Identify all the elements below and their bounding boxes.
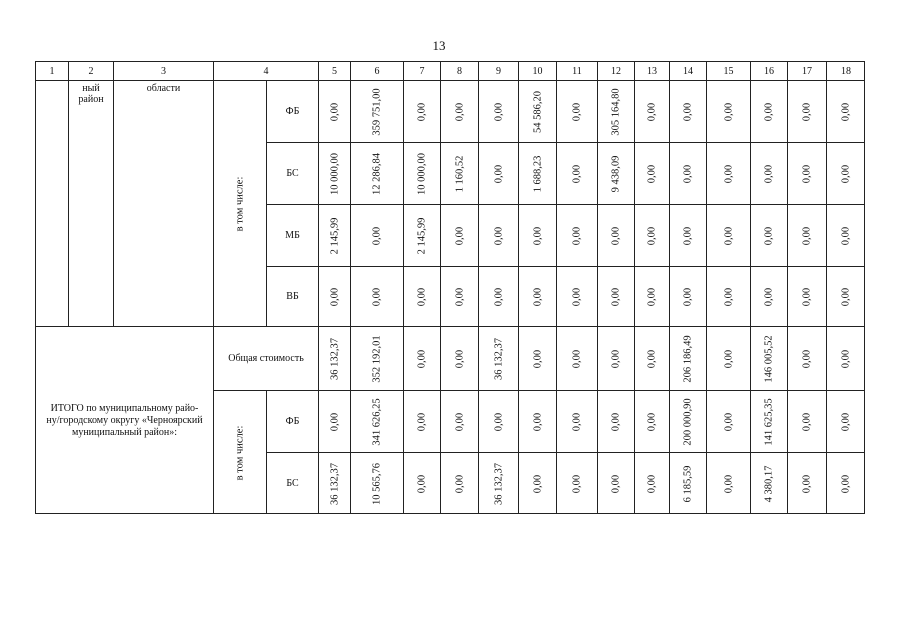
value-text: 352 192,01 <box>371 334 383 383</box>
value-cell <box>787 266 826 326</box>
value-cell <box>518 326 556 390</box>
value-cell <box>556 390 597 452</box>
value-cell <box>518 452 556 514</box>
value-cell <box>318 452 350 514</box>
value-cell <box>669 326 706 390</box>
value-cell <box>787 80 826 142</box>
column-number-header: 15 <box>706 61 750 80</box>
funding-source-cell: ВБ <box>266 266 318 326</box>
value-cell <box>634 326 669 390</box>
value-text: 0,00 <box>610 287 622 306</box>
value-text: 146 005,52 <box>763 334 775 383</box>
funding-source-cell: ФБ <box>266 390 318 452</box>
value-cell <box>318 390 350 452</box>
value-text: 0,00 <box>329 102 340 121</box>
value-text: 6 185,59 <box>682 465 694 502</box>
value-cell <box>597 452 634 514</box>
value-text: 0,00 <box>329 412 340 431</box>
value-cell <box>597 266 634 326</box>
value-text: 12 286,84 <box>371 152 383 195</box>
value-cell <box>318 80 350 142</box>
column-3-text: области <box>146 83 181 94</box>
value-cell <box>669 266 706 326</box>
value-cell <box>750 326 787 390</box>
value-cell <box>440 390 478 452</box>
value-text: 4 380,17 <box>763 465 775 502</box>
value-text: 0,00 <box>532 226 543 245</box>
value-text: 0,00 <box>840 349 852 368</box>
value-cell <box>634 452 669 514</box>
value-cell <box>478 452 518 514</box>
value-text: 0,00 <box>493 164 504 183</box>
value-cell <box>518 266 556 326</box>
value-text: 141 625,35 <box>763 397 775 446</box>
value-cell <box>403 204 440 266</box>
value-text: 359 751,00 <box>371 87 383 136</box>
value-text: 0,00 <box>532 474 543 493</box>
value-cell <box>706 204 750 266</box>
column-number-header: 14 <box>669 61 706 80</box>
value-cell <box>556 142 597 204</box>
column-number-header: 3 <box>113 61 213 80</box>
value-cell <box>350 80 403 142</box>
value-text: 0,00 <box>454 474 465 493</box>
value-cell <box>750 266 787 326</box>
value-cell <box>556 80 597 142</box>
value-text: 0,00 <box>763 287 775 306</box>
column-number-header: 7 <box>403 61 440 80</box>
value-cell <box>403 452 440 514</box>
value-text: 0,00 <box>646 102 658 121</box>
value-cell <box>318 266 350 326</box>
value-cell <box>750 80 787 142</box>
value-text: 0,00 <box>571 226 583 245</box>
value-cell <box>826 326 865 390</box>
column-number-header: 2 <box>68 61 113 80</box>
total-label-cell: ИТОГО по муниципальному райо- ну/городскому округу «Черноярский муниципальный район»: <box>35 326 213 514</box>
value-text: 0,00 <box>371 287 383 306</box>
value-cell <box>787 326 826 390</box>
value-text: 0,00 <box>532 287 543 306</box>
value-text: 0,00 <box>454 412 465 431</box>
value-cell <box>556 204 597 266</box>
value-text: 0,00 <box>840 287 852 306</box>
column-number-header: 1 <box>35 61 68 80</box>
funding-source-cell: МБ <box>266 204 318 266</box>
value-cell <box>403 390 440 452</box>
value-cell <box>706 452 750 514</box>
value-text: 0,00 <box>646 474 658 493</box>
value-text: 0,00 <box>682 102 694 121</box>
value-cell <box>518 142 556 204</box>
value-cell <box>478 142 518 204</box>
value-text: 0,00 <box>723 474 734 493</box>
value-cell <box>440 266 478 326</box>
value-text: 9 438,09 <box>610 155 622 192</box>
value-cell <box>706 142 750 204</box>
column-number-header: 12 <box>597 61 634 80</box>
value-cell <box>669 452 706 514</box>
value-cell <box>350 390 403 452</box>
value-cell <box>556 452 597 514</box>
value-text: 0,00 <box>454 226 465 245</box>
value-text: 0,00 <box>454 102 465 121</box>
value-text: 0,00 <box>610 226 622 245</box>
value-cell <box>826 452 865 514</box>
value-cell <box>350 142 403 204</box>
value-text: 0,00 <box>723 287 734 306</box>
value-text: 0,00 <box>801 349 813 368</box>
value-text: 0,00 <box>371 226 383 245</box>
value-cell <box>706 266 750 326</box>
value-text: 0,00 <box>571 412 583 431</box>
value-text: 0,00 <box>610 349 622 368</box>
value-text: 0,00 <box>610 412 622 431</box>
value-text: 0,00 <box>416 349 428 368</box>
value-text: 0,00 <box>840 412 852 431</box>
value-text: 2 145,99 <box>329 217 340 254</box>
value-cell <box>787 204 826 266</box>
value-cell <box>478 204 518 266</box>
value-cell <box>826 80 865 142</box>
value-cell <box>597 204 634 266</box>
value-cell <box>634 142 669 204</box>
value-text: 0,00 <box>493 102 504 121</box>
value-text: 54 586,20 <box>532 90 543 133</box>
value-text: 0,00 <box>801 102 813 121</box>
value-cell <box>478 390 518 452</box>
value-text: 0,00 <box>571 349 583 368</box>
value-text: 0,00 <box>723 102 734 121</box>
value-cell <box>440 452 478 514</box>
value-text: 0,00 <box>840 102 852 121</box>
total-cost-label: Общая стоимость <box>213 326 318 390</box>
value-text: 0,00 <box>763 226 775 245</box>
value-cell <box>750 142 787 204</box>
funding-source-cell: БС <box>266 142 318 204</box>
column-number-header: 8 <box>440 61 478 80</box>
value-text: 0,00 <box>646 226 658 245</box>
value-text: 0,00 <box>493 287 504 306</box>
column-number-header: 13 <box>634 61 669 80</box>
value-cell <box>669 80 706 142</box>
value-text: 0,00 <box>454 349 465 368</box>
value-cell <box>826 390 865 452</box>
value-text: 0,00 <box>454 287 465 306</box>
in-that-number-label: в том числе: <box>234 425 246 480</box>
value-text: 0,00 <box>493 412 504 431</box>
value-cell <box>750 452 787 514</box>
value-cell <box>440 326 478 390</box>
value-text: 0,00 <box>763 164 775 183</box>
value-text: 0,00 <box>723 226 734 245</box>
value-cell <box>597 80 634 142</box>
value-text: 0,00 <box>646 349 658 368</box>
value-cell <box>350 266 403 326</box>
page-number: 13 <box>432 38 446 53</box>
value-cell <box>750 390 787 452</box>
value-cell <box>518 80 556 142</box>
value-text: 0,00 <box>682 287 694 306</box>
value-text: 341 626,25 <box>371 397 383 446</box>
value-cell <box>669 390 706 452</box>
funding-source-cell: БС <box>266 452 318 514</box>
in-that-number-label: в том числе: <box>234 176 246 231</box>
value-cell <box>706 390 750 452</box>
value-cell <box>706 80 750 142</box>
column-number-header: 5 <box>318 61 350 80</box>
value-text: 0,00 <box>723 349 734 368</box>
value-cell <box>403 142 440 204</box>
value-cell <box>350 204 403 266</box>
value-text: 10 000,00 <box>329 152 340 195</box>
value-text: 0,00 <box>801 412 813 431</box>
value-cell <box>440 142 478 204</box>
value-text: 36 132,37 <box>493 337 504 380</box>
value-text: 0,00 <box>416 102 428 121</box>
value-cell <box>597 142 634 204</box>
value-text: 0,00 <box>646 287 658 306</box>
value-cell <box>518 390 556 452</box>
value-text: 36 132,37 <box>329 462 340 505</box>
value-cell <box>403 326 440 390</box>
value-text: 0,00 <box>416 474 428 493</box>
value-text: 1 688,23 <box>532 155 543 192</box>
value-cell <box>403 266 440 326</box>
column-1-cell <box>35 80 68 326</box>
value-cell <box>556 266 597 326</box>
column-3-cell <box>113 80 213 326</box>
value-cell <box>478 266 518 326</box>
value-text: 0,00 <box>532 412 543 431</box>
value-cell <box>826 266 865 326</box>
value-text: 0,00 <box>763 102 775 121</box>
value-cell <box>634 266 669 326</box>
value-text: 206 186,49 <box>682 334 694 383</box>
value-cell <box>634 80 669 142</box>
value-text: 0,00 <box>801 164 813 183</box>
value-text: 0,00 <box>571 102 583 121</box>
value-cell <box>440 80 478 142</box>
in-that-number-cell <box>213 390 266 514</box>
funding-source-cell: ФБ <box>266 80 318 142</box>
value-text: 1 160,52 <box>454 155 465 192</box>
value-text: 200 000,90 <box>682 397 694 446</box>
column-number-header: 4 <box>213 61 318 80</box>
column-number-header: 6 <box>350 61 403 80</box>
value-cell <box>350 326 403 390</box>
value-text: 0,00 <box>329 287 340 306</box>
value-cell <box>826 204 865 266</box>
value-text: 0,00 <box>571 474 583 493</box>
value-text: 0,00 <box>571 287 583 306</box>
value-text: 2 145,99 <box>416 217 428 254</box>
column-number-header: 18 <box>826 61 865 80</box>
value-cell <box>826 142 865 204</box>
value-cell <box>518 204 556 266</box>
value-cell <box>556 326 597 390</box>
value-cell <box>318 204 350 266</box>
value-cell <box>403 80 440 142</box>
value-text: 0,00 <box>571 164 583 183</box>
value-cell <box>318 326 350 390</box>
column-number-header: 16 <box>750 61 787 80</box>
value-cell <box>318 142 350 204</box>
value-text: 36 132,37 <box>329 337 340 380</box>
value-cell <box>669 204 706 266</box>
value-text: 0,00 <box>840 164 852 183</box>
value-cell <box>669 142 706 204</box>
value-text: 0,00 <box>416 287 428 306</box>
value-text: 0,00 <box>493 226 504 245</box>
value-cell <box>787 142 826 204</box>
value-cell <box>750 204 787 266</box>
value-cell <box>440 204 478 266</box>
value-text: 0,00 <box>646 164 658 183</box>
value-text: 0,00 <box>840 226 852 245</box>
value-cell <box>706 326 750 390</box>
value-text: 0,00 <box>682 226 694 245</box>
value-text: 36 132,37 <box>493 462 504 505</box>
value-text: 0,00 <box>723 164 734 183</box>
value-text: 0,00 <box>646 412 658 431</box>
value-cell <box>350 452 403 514</box>
column-number-header: 17 <box>787 61 826 80</box>
column-number-header: 9 <box>478 61 518 80</box>
value-text: 0,00 <box>682 164 694 183</box>
value-cell <box>597 326 634 390</box>
value-cell <box>478 80 518 142</box>
value-text: 0,00 <box>723 412 734 431</box>
value-text: 0,00 <box>801 474 813 493</box>
value-cell <box>787 390 826 452</box>
value-text: 0,00 <box>416 412 428 431</box>
value-text: 0,00 <box>801 226 813 245</box>
value-text: 0,00 <box>801 287 813 306</box>
value-cell <box>787 452 826 514</box>
value-text: 0,00 <box>840 474 852 493</box>
in-that-number-cell <box>213 80 266 326</box>
value-cell <box>634 204 669 266</box>
value-cell <box>597 390 634 452</box>
column-2-cell <box>68 80 113 326</box>
value-text: 305 164,80 <box>610 87 622 136</box>
value-cell <box>478 326 518 390</box>
value-text: 10 000,00 <box>416 152 428 195</box>
column-2-text: ный район <box>78 83 104 105</box>
value-text: 0,00 <box>610 474 622 493</box>
column-number-header: 10 <box>518 61 556 80</box>
value-text: 0,00 <box>532 349 543 368</box>
value-cell <box>634 390 669 452</box>
value-text: 10 565,76 <box>371 462 383 505</box>
column-number-header: 11 <box>556 61 597 80</box>
